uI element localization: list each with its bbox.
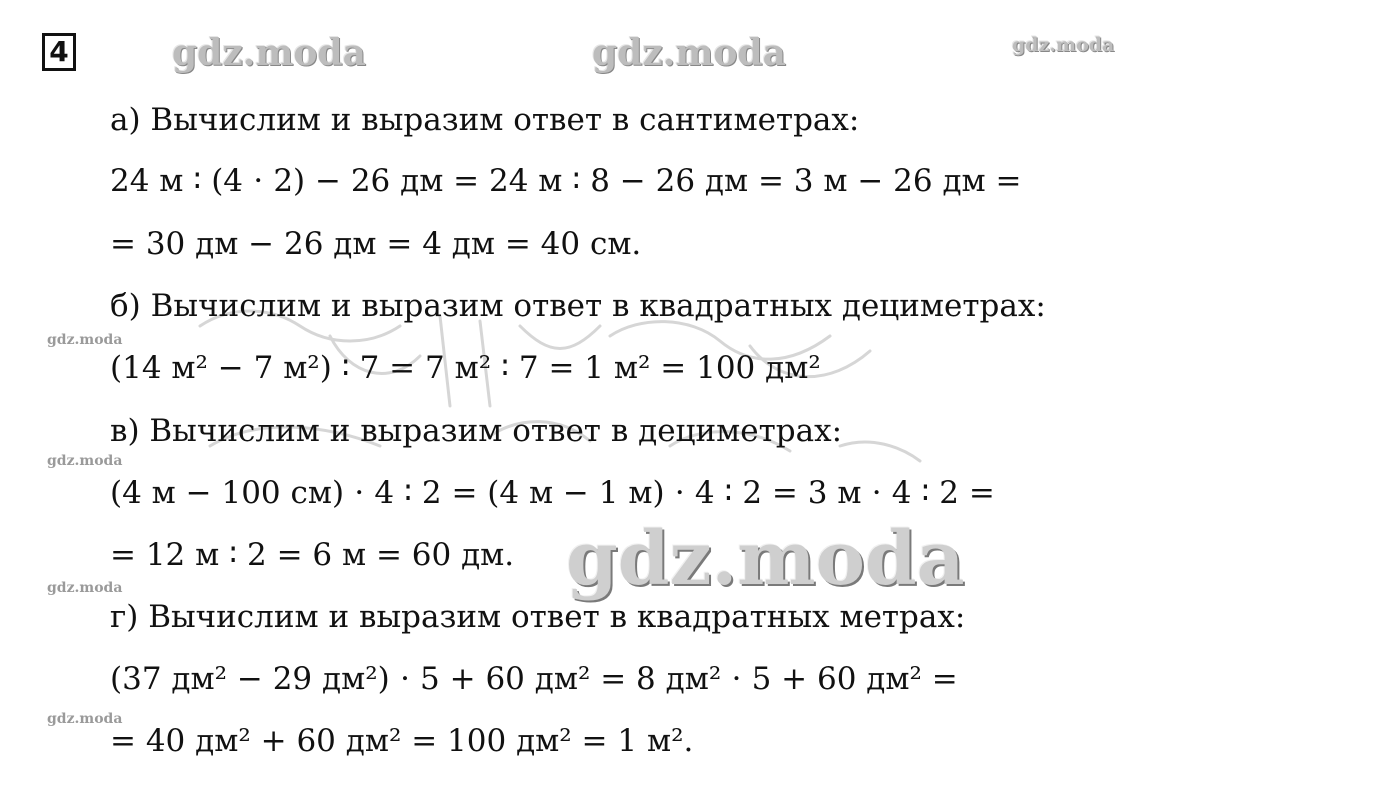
- watermark-side-3: gdz.moda: [47, 580, 123, 596]
- part-g-calculation-line-1: (37 дм² − 29 дм²) ⋅ 5 + 60 дм² = 8 дм² ⋅ 5 + 60 дм² =: [110, 661, 958, 697]
- part-b-heading: б) Вычислим и выразим ответ в квадратных дециметрах:: [110, 288, 1046, 324]
- part-a-calculation-line-1: 24 м ∶ (4 ⋅ 2) − 26 дм = 24 м ∶ 8 − 26 дм = 3 м − 26 дм =: [110, 163, 1022, 199]
- watermark-top-left: gdz.moda: [172, 32, 366, 74]
- part-v-heading: в) Вычислим и выразим ответ в дециметрах:: [110, 413, 843, 449]
- watermark-side-4: gdz.moda: [47, 711, 123, 727]
- part-a-heading: а) Вычислим и выразим ответ в сантиметрах:: [110, 102, 860, 138]
- part-a-calculation-line-2: = 30 дм − 26 дм = 4 дм = 40 см.: [110, 226, 642, 262]
- watermark-top-right: gdz.moda: [1012, 34, 1115, 56]
- part-v-calculation-line-1: (4 м − 100 см) ⋅ 4 ∶ 2 = (4 м − 1 м) ⋅ 4 ∶ 2 = 3 м ⋅ 4 ∶ 2 =: [110, 475, 995, 511]
- task-number: 4: [42, 33, 76, 71]
- watermark-top-center: gdz.moda: [592, 32, 786, 74]
- part-b-calculation-line-1: (14 м² − 7 м²) ∶ 7 = 7 м² ∶ 7 = 1 м² = 100 дм²: [110, 350, 821, 386]
- watermark-big: gdz.moda: [566, 516, 965, 602]
- part-v-calculation-line-2: = 12 м ∶ 2 = 6 м = 60 дм.: [110, 537, 515, 573]
- part-g-calculation-line-2: = 40 дм² + 60 дм² = 100 дм² = 1 м².: [110, 723, 694, 759]
- part-g-heading: г) Вычислим и выразим ответ в квадратных метрах:: [110, 599, 966, 635]
- watermark-side-1: gdz.moda: [47, 332, 123, 348]
- watermark-side-2: gdz.moda: [47, 453, 123, 469]
